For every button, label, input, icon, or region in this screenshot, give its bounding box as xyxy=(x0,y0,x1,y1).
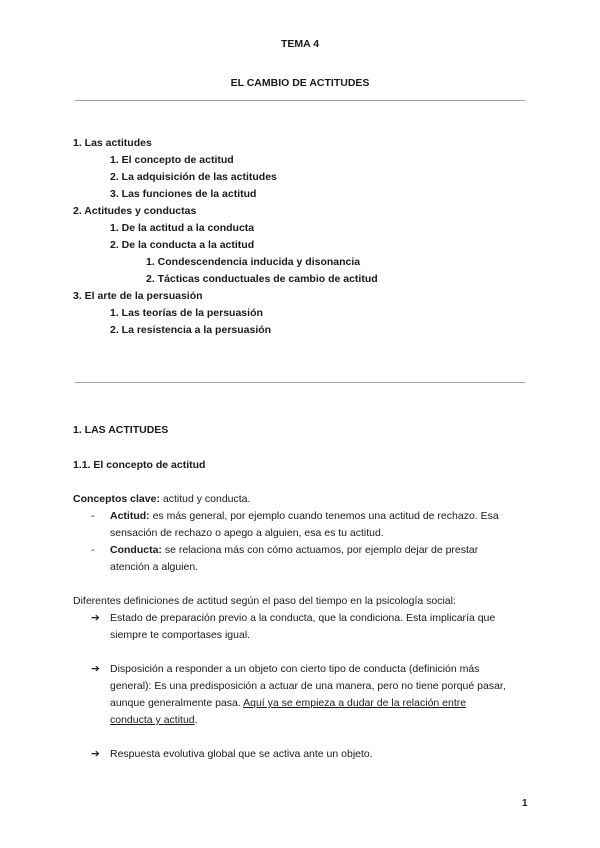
list-item-line: general): Es una predisposición a actuar de una manera, pero no tiene porqué pasar, xyxy=(110,680,506,692)
list-item-line: . xyxy=(194,714,198,726)
key-concepts-text: actitud y conducta. xyxy=(162,493,251,505)
key-concepts-label: Conceptos clave: xyxy=(73,493,160,505)
list-item xyxy=(110,542,478,576)
toc-item: 1. Las actitudes xyxy=(73,137,152,149)
toc-item: 1. El concepto de actitud xyxy=(110,154,234,166)
divider-top xyxy=(75,100,525,101)
arrow-icon: ➔ xyxy=(91,748,100,760)
list-item-line: Estado de preparación previo a la conducta, que la condiciona. Esta implicaría que xyxy=(110,612,496,624)
term-actitud: Actitud: xyxy=(110,510,150,522)
list-item xyxy=(110,610,495,644)
list-item-line: se relaciona más con cómo actuamos, por ejemplo dejar de prestar xyxy=(164,544,479,556)
toc-item: 1. De la actitud a la conducta xyxy=(110,222,255,234)
list-item-line: Disposición a responder a un objeto con cierto tipo de conducta (definición más xyxy=(110,663,480,675)
list-item-line: siempre te comportases igual. xyxy=(110,629,251,641)
toc-item: 3. El arte de la persuasión xyxy=(73,290,203,302)
list-item xyxy=(110,746,373,763)
list-item-line: atención a alguien. xyxy=(110,561,199,573)
toc-item: 1. Condescendencia inducida y disonancia xyxy=(146,256,361,268)
section-heading: 1. LAS ACTITUDES xyxy=(73,424,169,436)
list-item-line: Respuesta evolutiva global que se activa ante un objeto. xyxy=(110,748,373,760)
dash-bullet: - xyxy=(91,510,95,522)
divider-middle xyxy=(75,382,525,383)
toc-item: 2. De la conducta a la actitud xyxy=(110,239,255,251)
list-item-line: es más general, por ejemplo cuando tenemos una actitud de rechazo. Esa xyxy=(152,510,499,522)
toc-item: 1. Las teorías de la persuasión xyxy=(110,307,263,319)
definitions-intro: Diferentes definiciones de actitud según el paso del tiempo en la psicología social: xyxy=(73,595,456,607)
list-item xyxy=(110,508,499,542)
page-title: EL CAMBIO DE ACTITUDES xyxy=(230,77,370,89)
toc-item: 2. La adquisición de las actitudes xyxy=(110,171,277,183)
tema-label: TEMA 4 xyxy=(280,38,320,50)
list-item-line: sensación de rechazo o apego a alguien, esa es tu actitud. xyxy=(110,527,384,539)
underlined-text: conducta y actitud xyxy=(110,714,195,726)
toc-item: 3. Las funciones de la actitud xyxy=(110,188,257,200)
toc-item: 2. Tácticas conductuales de cambio de actitud xyxy=(146,273,378,285)
term-conducta: Conducta: xyxy=(110,544,162,556)
dash-bullet: - xyxy=(91,544,95,556)
toc-item: 2. Actitudes y conductas xyxy=(73,205,197,217)
key-concepts xyxy=(73,491,250,508)
page-number: 1 xyxy=(522,798,528,809)
list-item-line: aunque generalmente pasa. xyxy=(110,697,241,709)
toc-item: 2. La resistencia a la persuasión xyxy=(110,324,272,336)
arrow-icon: ➔ xyxy=(91,663,100,675)
list-item xyxy=(110,661,506,729)
underlined-text: Aquí ya se empieza a dudar de la relación entre xyxy=(243,697,467,709)
arrow-icon: ➔ xyxy=(91,612,100,624)
subsection-heading: 1.1. El concepto de actitud xyxy=(73,459,206,471)
